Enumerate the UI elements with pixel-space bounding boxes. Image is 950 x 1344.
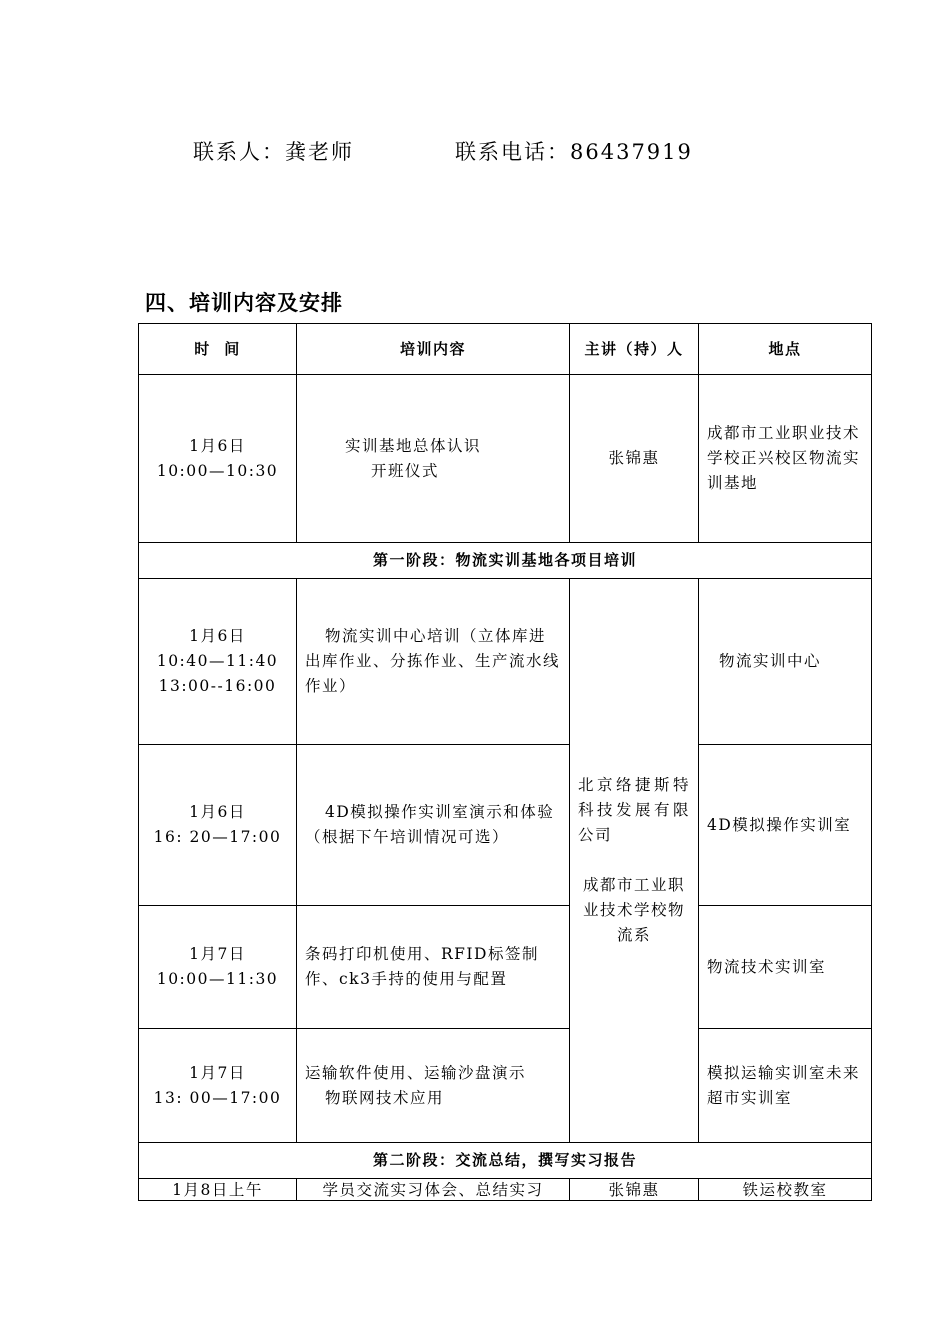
row4-time: 10:00—11:30	[156, 970, 279, 988]
row5-time: 13: 00—17:00	[153, 1088, 282, 1107]
row2-time-2: 13:00--16:00	[158, 677, 277, 695]
header-speaker: 主讲（持）人	[570, 324, 699, 375]
row1-time: 10:00—10:30	[156, 461, 279, 480]
row5-location: 模拟运输实训室未来超市实训室	[699, 1029, 872, 1143]
row6-location: 铁运校教室	[699, 1179, 872, 1201]
row3-location: 4D模拟操作实训室	[699, 745, 872, 906]
row6-date: 1月8日上午	[139, 1179, 297, 1201]
phase-row	[139, 543, 872, 579]
header-time: 时 间	[139, 324, 297, 375]
table-row	[139, 579, 872, 745]
row1-content-cell	[297, 375, 570, 543]
section-title: 四、培训内容及安排	[145, 291, 343, 315]
row5-content-cell	[297, 1029, 570, 1143]
row1-date: 1月6日	[189, 436, 246, 455]
row2-location: 物流实训中心	[699, 579, 872, 745]
row2-content	[297, 579, 570, 745]
row1-speaker: 张锦惠	[570, 375, 699, 543]
row5-content-1: 运输软件使用、运输沙盘演示	[305, 1063, 527, 1082]
row4-time-cell	[139, 906, 297, 1029]
row4-location: 物流技术实训室	[699, 906, 872, 1029]
merged-speaker-1: 北京络捷斯特科技发展有限公司	[578, 776, 690, 844]
row4-content: 条码打印机使用、RFID标签制作、ck3手持的使用与配置	[297, 906, 570, 1029]
table-row	[139, 906, 872, 1029]
row3-time: 16: 20—17:00	[153, 828, 282, 846]
row1-time-cell	[139, 375, 297, 543]
schedule-table	[138, 323, 872, 1201]
header-content: 培训内容	[297, 324, 570, 375]
row5-time-cell	[139, 1029, 297, 1143]
merged-speaker-2: 成都市工业职业技术学校物流系	[582, 876, 685, 944]
phase2-title: 第二阶段：交流总结，撰写实习报告	[139, 1143, 872, 1179]
contact-phone: 联系电话：86437919	[455, 140, 693, 164]
row5-content-2: 物联网技术应用	[325, 1088, 445, 1107]
header-location: 地点	[699, 324, 872, 375]
row4-date: 1月7日	[189, 945, 246, 963]
row1-content-2: 开班仪式	[371, 461, 440, 480]
table-row	[139, 745, 872, 906]
row3-time-cell	[139, 745, 297, 906]
table-row	[139, 1179, 872, 1201]
row2-time-1: 10:40—11:40	[156, 652, 279, 670]
row3-date: 1月6日	[189, 803, 246, 821]
row3-content	[297, 745, 570, 906]
row2-date: 1月6日	[189, 627, 246, 645]
row5-date: 1月7日	[189, 1063, 246, 1082]
phase-row	[139, 1143, 872, 1179]
contact-person: 联系人：龚老师	[193, 140, 354, 164]
row2-time-cell	[139, 579, 297, 745]
row6-content: 学员交流实习体会、总结实习	[297, 1179, 570, 1201]
table-row	[139, 1029, 872, 1143]
phase1-title: 第一阶段：物流实训基地各项目培训	[139, 543, 872, 579]
table-header-row	[139, 324, 872, 375]
row6-speaker: 张锦惠	[570, 1179, 699, 1201]
merged-speaker-cell	[570, 579, 699, 1143]
row1-content-1: 实训基地总体认识	[345, 436, 482, 455]
row2-content-text: 物流实训中心培训（立体库进出库作业、分拣作业、生产流水线作业）	[305, 627, 561, 695]
contact-line	[193, 136, 693, 166]
table-row	[139, 375, 872, 543]
row1-location: 成都市工业职业技术学校正兴校区物流实训基地	[699, 375, 872, 543]
row3-content-text: 4D模拟操作实训室演示和体验 （根据下午培训情况可选）	[305, 803, 555, 846]
